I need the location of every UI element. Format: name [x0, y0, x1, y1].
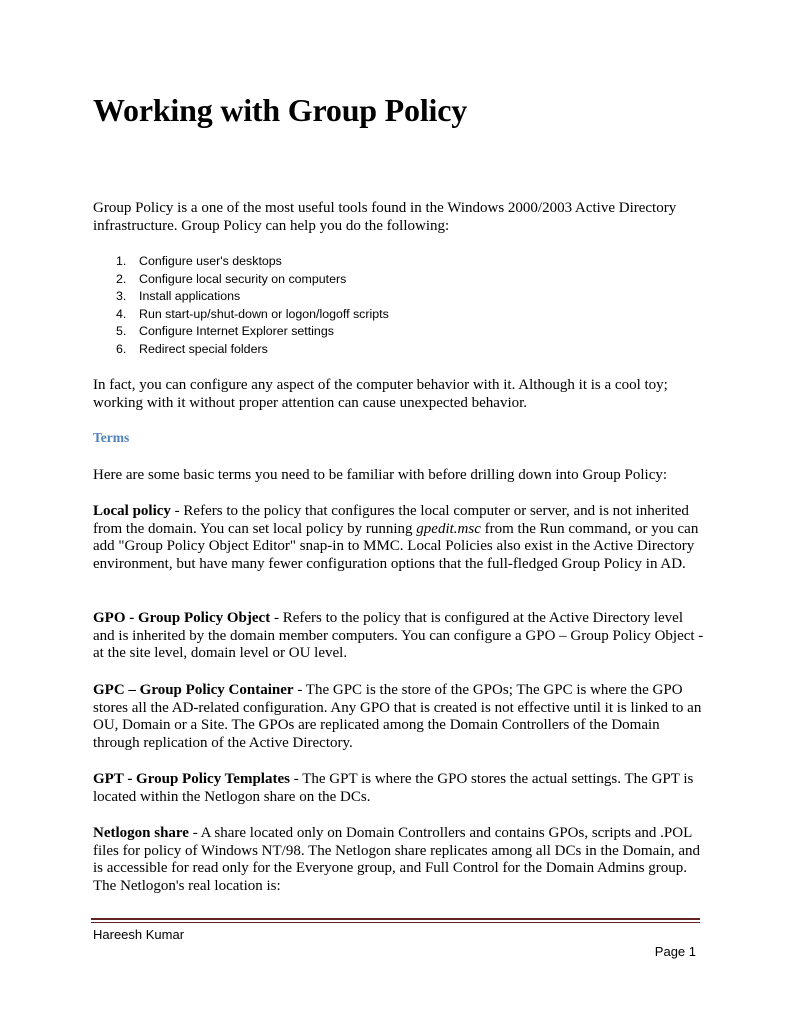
list-item: 3. Install applications [116, 289, 241, 303]
term-name: GPC – Group Policy Container [93, 682, 294, 698]
term-name: GPO - Group Policy Object [93, 610, 271, 626]
list-item: 4. Run start-up/shut-down or logon/logoff scripts [116, 306, 389, 321]
footer-author: Hareesh Kumar [93, 927, 185, 942]
list-item: 2. Configure local security on computers [116, 271, 347, 286]
term-local-policy: Local policy - Refers to the policy that configures the local computer or server, and is not inherited from the domain. You can set local policy by running gpedit.msc from the Run command, or you can add "Group Policy Object Editor" snap-in to MMC. Local Policies also exist in the Active Directory environment, but have many fewer configuration options that the full-fledged Group Policy in AD. [93, 503, 699, 573]
footer-divider-thin [91, 922, 700, 923]
warning-paragraph: In fact, you can configure any aspect of the computer behavior with it. Although it is a cool toy; working with it without proper attention can cause unexpected behavior. [93, 377, 668, 411]
page-title: Working with Group Policy [93, 92, 468, 128]
term-name: GPT - Group Policy Templates [93, 771, 290, 787]
term-gpo: GPO - Group Policy Object - Refers to the policy that is configured at the Active Directory level and is inherited by the domain member computers. You can configure a GPO – Group Policy Object - at the site level, domain level or OU level. [93, 610, 704, 662]
term-name: Local policy [93, 503, 171, 519]
footer-divider [91, 918, 700, 920]
list-item: 1. Configure user's desktops [116, 254, 282, 268]
page-number: Page 1 [654, 944, 696, 959]
terms-intro: Here are some basic terms you need to be familiar with before drilling down into Group Policy: [93, 467, 668, 483]
term-gpt: GPT - Group Policy Templates - The GPT is where the GPO stores the actual settings. The GPT is located within the Netlogon share on the DCs. [93, 771, 694, 805]
term-gpc: GPC – Group Policy Container - The GPC is the store of the GPOs; The GPC is where the GPO stores all the AD-related configuration. Any GPO that is created is not effective until it is linked to an OU, Domain or a Site. The GPOs are replicated among the Domain Controllers of the Domain through replication of the Active Directory. [93, 682, 702, 752]
list-item: 5. Configure Internet Explorer settings [116, 324, 334, 338]
term-netlogon: Netlogon share - A share located only on Domain Controllers and contains GPOs, scripts and .POL files for policy of Windows NT/98. The Netlogon share replicates among all DCs in the Domain, and is accessible for read only for the Everyone group, and Full Control for the Domain Admins group. The Netlogon's real location is: [93, 825, 701, 895]
gpedit-command: gpedit.msc [416, 520, 481, 537]
capabilities-list [93, 253, 389, 358]
term-name: Netlogon share [93, 825, 189, 841]
list-item: 6. Redirect special folders [116, 341, 268, 356]
intro-paragraph: Group Policy is a one of the most useful tools found in the Windows 2000/2003 Active Directory infrastructure. Group Policy can help you do the following: [93, 200, 677, 234]
terms-heading: Terms [93, 430, 130, 445]
